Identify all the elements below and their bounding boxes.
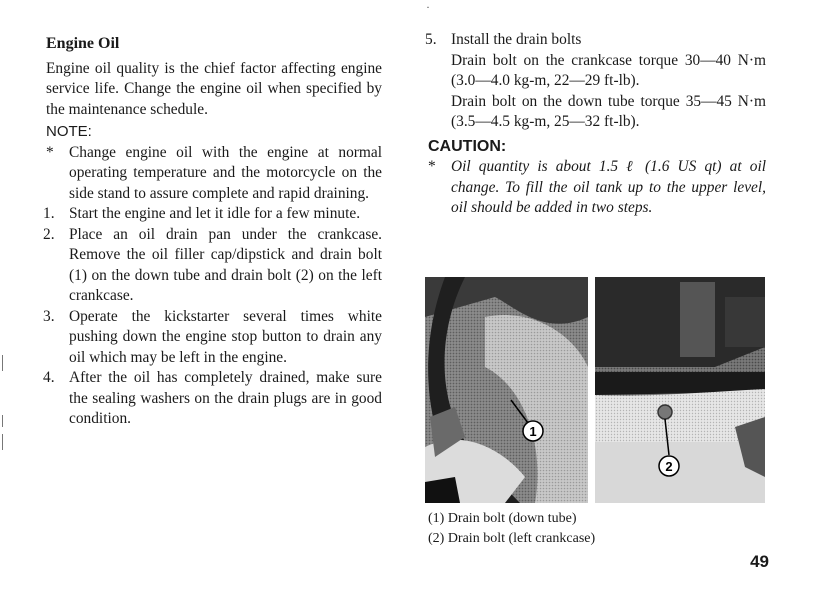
step-text: After the oil has completely drained, make sure the sealing washers on the drain plugs are in good condition.	[69, 369, 382, 427]
photo-down-tube	[425, 277, 588, 503]
callout-1: 1	[529, 424, 537, 439]
note-text: Change engine oil with the engine at normal operating temperature and the motorcycle on the side stand to assure complete and rapid draining.	[69, 143, 382, 202]
margin-mark	[2, 415, 3, 427]
step-text: Place an oil drain pan under the crankcase. Remove the oil filler cap/dipstick and drain bolt (1) on the down tube and drain bolt (2) on the left crankcase.	[69, 225, 382, 304]
note-label: NOTE:	[46, 123, 92, 140]
step-item	[43, 368, 382, 430]
step-number: 5.	[425, 31, 437, 48]
step-title: Install the drain bolts	[451, 31, 582, 48]
margin-mark	[2, 355, 3, 371]
note-item	[46, 143, 382, 205]
torque-spec-crankcase: Drain bolt on the crankcase torque 30—40 N·m (3.0—4.0 kg-m, 22—29 ft-lb).	[451, 51, 766, 89]
photo-down-tube-graphic	[425, 277, 588, 503]
intro-paragraph: Engine oil quality is the chief factor affecting engine service life. Change the engine oil when specified by the maintenance schedule.	[46, 59, 382, 118]
page-mark: ·	[426, 0, 430, 14]
bullet-marker: *	[428, 158, 436, 175]
photo-caption-1: (1) Drain bolt (down tube)	[428, 511, 577, 526]
caution-item	[428, 157, 766, 219]
photo-left-crankcase-graphic	[595, 277, 765, 503]
step-item	[43, 204, 382, 225]
photo-left-crankcase	[595, 277, 765, 503]
page-number: 49	[750, 552, 769, 571]
step-item	[425, 30, 766, 51]
step-text: Start the engine and let it idle for a few minute.	[69, 205, 361, 222]
section-heading: Engine Oil	[46, 35, 120, 52]
step-text: Operate the kickstarter several times white pushing down the engine stop button to drain any oil which may be left in the engine.	[69, 307, 382, 366]
right-column	[425, 30, 766, 219]
callout-2: 2	[665, 459, 673, 474]
step-item	[43, 225, 382, 307]
left-column	[43, 30, 382, 430]
torque-spec-down-tube: Drain bolt on the down tube torque 35—45 N·m (3.5—4.5 kg-m, 25—32 ft-lb).	[451, 92, 766, 130]
step-item	[43, 307, 382, 369]
caution-label: CAUTION:	[428, 137, 507, 155]
step-number: 2.	[43, 225, 55, 243]
step-number: 3.	[43, 307, 55, 325]
photo-area	[425, 277, 765, 503]
bullet-marker: *	[46, 143, 54, 161]
step-number: 4.	[43, 369, 55, 386]
photo-caption-2: (2) Drain bolt (left crankcase)	[428, 531, 596, 546]
step-number: 1.	[43, 205, 55, 222]
caution-text: Oil quantity is about 1.5 ℓ (1.6 US qt) at oil change. To fill the oil tank up to the upper level, oil should be added in two steps.	[451, 158, 766, 216]
margin-mark	[2, 434, 3, 450]
